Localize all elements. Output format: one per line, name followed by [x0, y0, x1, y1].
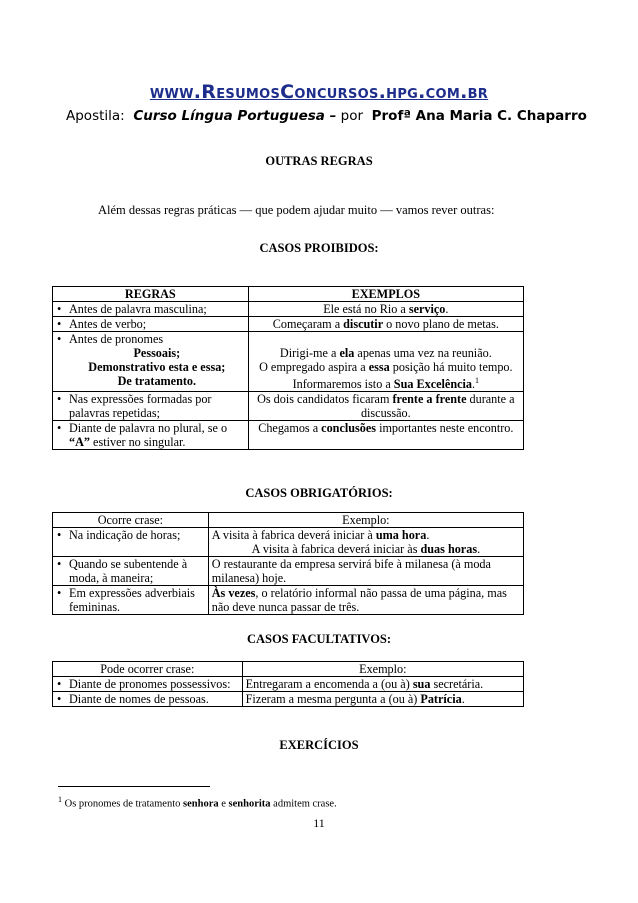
example-cell: O restaurante da empresa servirá bife à milanesa (à moda milanesa) hoje.: [208, 557, 523, 586]
example-cell: Chegamos a conclusões importantes neste encontro.: [248, 421, 523, 450]
site-url: www.ResumosConcursos.hpg.com.br: [149, 81, 489, 103]
rule-cell: • Em expressões adverbiais femininas.: [53, 586, 209, 615]
col-regras: REGRAS: [53, 287, 249, 302]
rule-cell: • Antes de palavra masculina;: [53, 302, 249, 317]
apostila-line: [66, 108, 587, 124]
rule-cell: • Diante de nomes de pessoas.: [53, 692, 243, 707]
intro-text: Além dessas regras práticas — que podem ajudar muito — vamos rever outras:: [98, 203, 495, 217]
col-exemplos: EXEMPLOS: [248, 287, 523, 302]
example-cell: Às vezes, o relatório informal não passa de uma página, mas não deve nunca passar de três.: [208, 586, 523, 615]
table-row: [53, 421, 524, 450]
table-row: [53, 332, 524, 392]
rule-cell: • Nas expressões formadas por palavras repetidas;: [53, 392, 249, 421]
rule-cell: • Antes de verbo;: [53, 317, 249, 332]
table-row: [53, 302, 524, 317]
author-name: Profª Ana Maria C. Chaparro: [371, 108, 587, 124]
example-cell: Ele está no Rio a serviço.: [248, 302, 523, 317]
example-cell: Começaram a discutir o novo plano de metas.: [248, 317, 523, 332]
facultativos-table: [52, 661, 524, 707]
section-title: OUTRAS REGRAS: [265, 154, 373, 168]
table-row: [53, 692, 524, 707]
exercicios-title: EXERCÍCIOS: [279, 738, 359, 752]
rule-cell: • Quando se subentende à moda, à maneira;: [53, 557, 209, 586]
example-cell: Fizeram a mesma pergunta a (ou à) Patrícia.: [242, 692, 523, 707]
proibidos-table: [52, 286, 524, 450]
rule-cell: • Diante de pronomes possessivos:: [53, 677, 243, 692]
example-cell: Dirigi-me a ela apenas uma vez na reunião. O empregado aspira a essa posição há muito tempo. Informaremos isto a Sua Excelência.$^1$: [248, 332, 523, 392]
rule-cell: • Diante de palavra no plural, se o “A” estiver no singular.: [53, 421, 249, 450]
apostila-label: Apostila:: [66, 108, 125, 124]
table-row: [53, 528, 524, 557]
col-pode: Pode ocorrer crase:: [53, 662, 243, 677]
course-name: Curso Língua Portuguesa –: [133, 108, 337, 124]
example-cell: A visita à fabrica deverá iniciar à uma hora. A visita à fabrica deverá iniciar às duas horas.: [208, 528, 523, 557]
col-exemplo: Exemplo:: [208, 513, 523, 528]
footnote: $^1$ Os pronomes de tratamento senhora e senhorita admitem crase.: [58, 795, 337, 810]
rule-cell: • Na indicação de horas;: [53, 528, 209, 557]
page-number: 11: [313, 816, 325, 830]
por-word: por: [340, 108, 364, 124]
facultativos-title: CASOS FACULTATIVOS:: [246, 632, 392, 646]
table-row: [53, 317, 524, 332]
rule-cell: • Antes de pronomes Pessoais; Demonstrativo esta e essa; De tratamento.: [53, 332, 249, 392]
example-cell: Entregaram a encomenda a (ou à) sua secretária.: [242, 677, 523, 692]
col-exemplo: Exemplo:: [242, 662, 523, 677]
obrigatorios-title: CASOS OBRIGATÓRIOS:: [245, 486, 393, 500]
table-row: [53, 557, 524, 586]
table-row: [53, 677, 524, 692]
table-row: [53, 586, 524, 615]
footnote-divider: [58, 786, 210, 787]
proibidos-title: CASOS PROIBIDOS:: [259, 241, 379, 255]
obrigatorios-table: [52, 512, 524, 615]
example-cell: Os dois candidatos ficaram frente a frente durante a discussão.: [248, 392, 523, 421]
col-ocorre: Ocorre crase:: [53, 513, 209, 528]
table-row: [53, 392, 524, 421]
footnote-ref: 1: [475, 376, 480, 385]
